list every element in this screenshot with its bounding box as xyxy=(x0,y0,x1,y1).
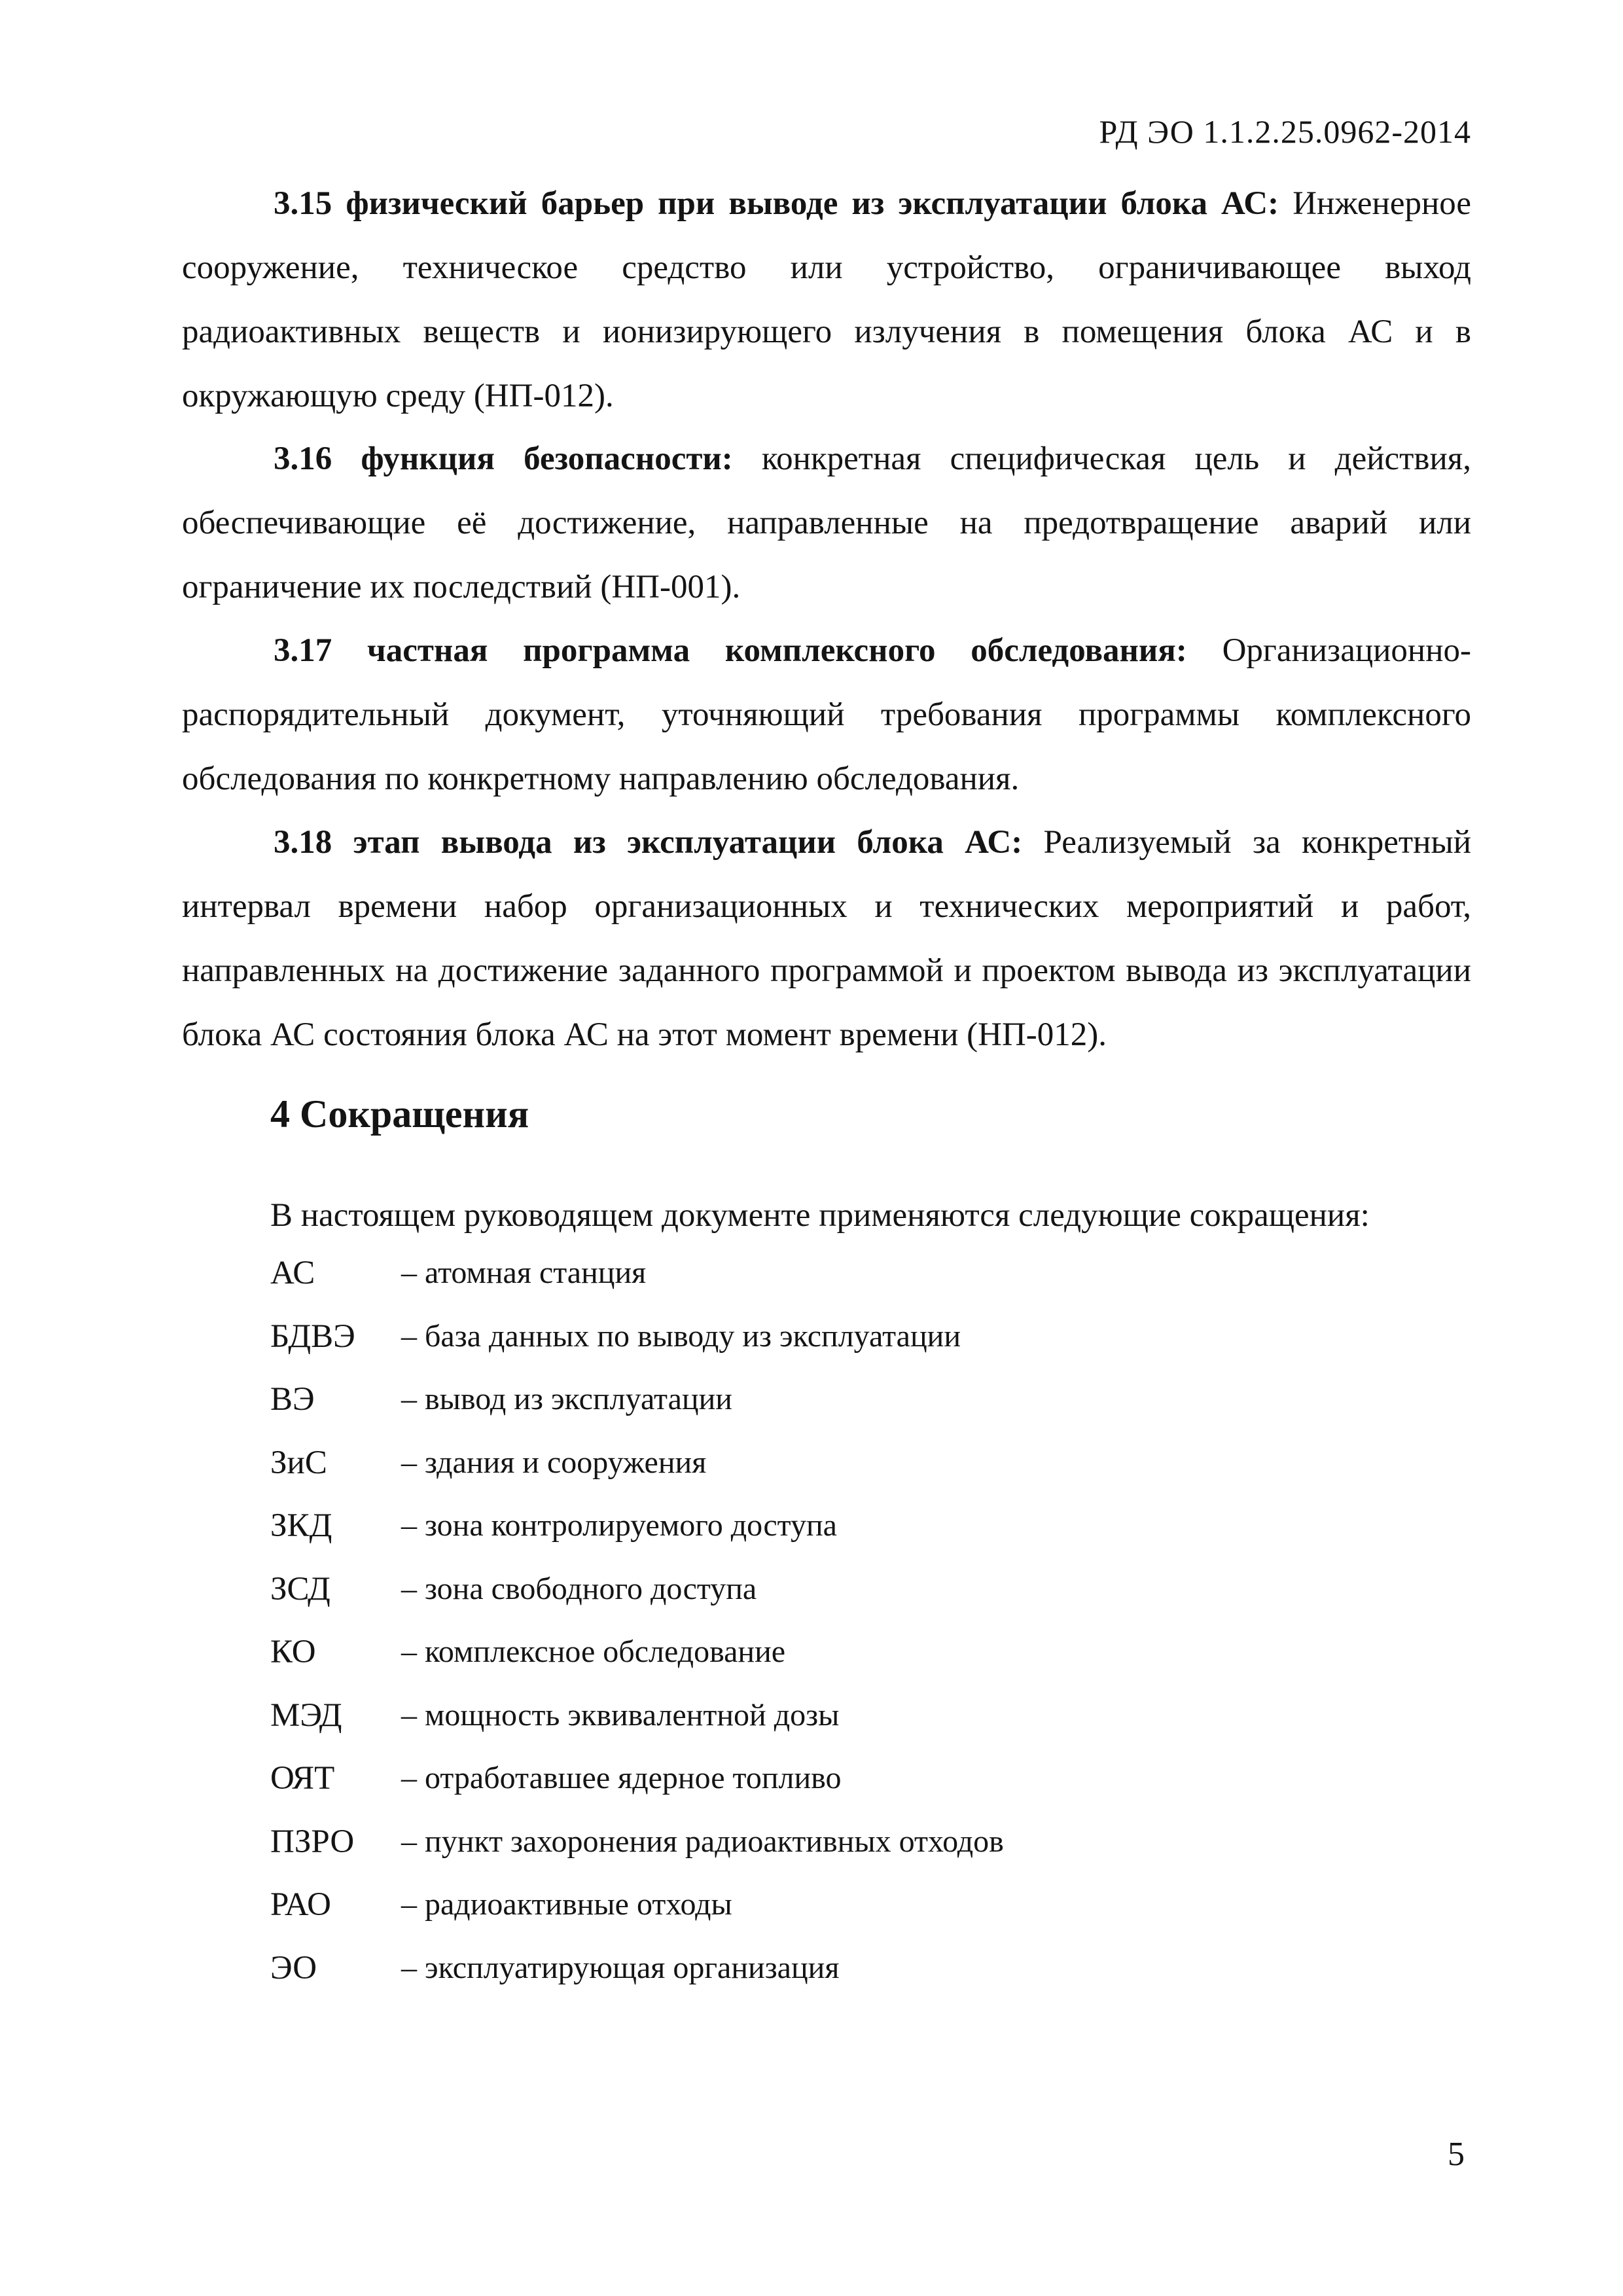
abbreviation-definition: – пункт захоронения радиоактивных отходов xyxy=(401,1823,1004,1859)
definition-3-16 xyxy=(182,427,1471,619)
abbreviation-item xyxy=(270,1759,1004,1822)
abbreviation-item xyxy=(270,1317,1004,1380)
definition-3-18 xyxy=(182,810,1471,1067)
abbreviation-definition: – атомная станция xyxy=(401,1255,647,1290)
abbreviation-item xyxy=(270,1822,1004,1886)
abbreviation-item xyxy=(270,1253,1004,1317)
definition-text: Инженерное сооружение, техническое средство или устройство, ограничивающее выход радиоактивных веществ и ионизирующего излучения в помещения блока АС и в окружающую среду (НП-012). xyxy=(182,185,1472,414)
definition-term: физический барьер при выводе из эксплуатации блока АС: xyxy=(346,185,1279,222)
section-title: 4 Сокращения xyxy=(270,1092,529,1136)
abbreviation-list xyxy=(270,1253,1004,2011)
abbreviation: ЗСД xyxy=(270,1570,330,1607)
abbreviation-item xyxy=(270,1506,1004,1570)
definition-number: 3.17 xyxy=(274,632,332,669)
document-code: РД ЭО 1.1.2.25.0962-2014 xyxy=(1099,113,1471,150)
definition-number: 3.16 xyxy=(274,440,332,477)
abbreviation-item xyxy=(270,1570,1004,1633)
abbreviation-item xyxy=(270,1948,1004,2012)
definition-text: конкретная специфическая цель и действия, обеспечивающие её достижение, направленные на предотвращение аварий или ограничение их последствий (НП-001). xyxy=(182,440,1472,605)
abbreviation: КО xyxy=(270,1634,316,1670)
abbreviation: АС xyxy=(270,1255,315,1291)
abbreviation-item xyxy=(270,1443,1004,1507)
abbreviation: ЭО xyxy=(270,1949,317,1986)
abbreviation-definition: – эксплуатирующая организация xyxy=(401,1950,840,1985)
abbreviation: ЗКД xyxy=(270,1507,332,1544)
abbreviation-definition: – зона контролируемого доступа xyxy=(401,1508,837,1543)
abbreviation: ВЭ xyxy=(270,1381,315,1418)
abbreviation: ОЯТ xyxy=(270,1760,335,1797)
definition-number: 3.18 xyxy=(274,824,332,861)
abbreviation-item xyxy=(270,1380,1004,1443)
abbreviation: ЗиС xyxy=(270,1444,327,1481)
abbreviation-definition: – радиоактивные отходы xyxy=(401,1887,732,1922)
abbreviation-definition: – база данных по выводу из эксплуатации xyxy=(401,1318,961,1354)
abbreviation: ПЗРО xyxy=(270,1823,355,1860)
abbreviation-definition: – отработавшее ядерное топливо xyxy=(401,1761,842,1795)
abbreviation-item xyxy=(270,1885,1004,1948)
abbreviation-item xyxy=(270,1696,1004,1759)
abbreviations-intro: В настоящем руководящем документе применяются следующие сокращения: xyxy=(270,1197,1370,1234)
definition-text: Реализуемый за конкретный интервал времени набор организационных и технических мероприятий и работ, направленных на достижение заданного программой и проектом вывода из эксплуатации блока АС состояния блока АС на этот момент времени (НП-012). xyxy=(182,824,1472,1053)
abbreviation: РАО xyxy=(270,1886,331,1923)
abbreviation: МЭД xyxy=(270,1696,342,1734)
definition-term: функция безопасности: xyxy=(361,440,733,477)
abbreviation-definition: – комплексное обследование xyxy=(401,1634,786,1669)
definition-3-15 xyxy=(182,171,1471,428)
definition-text: Организационно-распорядительный документ, уточняющий требования программы комплексного обследования по конкретному направлению обследования. xyxy=(182,632,1471,797)
page-number: 5 xyxy=(1448,2136,1465,2173)
abbreviation: БДВЭ xyxy=(270,1318,355,1355)
abbreviation-definition: – здания и сооружения xyxy=(401,1444,707,1480)
definition-3-17 xyxy=(182,619,1471,811)
abbreviation-definition: – мощность эквивалентной дозы xyxy=(401,1697,840,1732)
abbreviation-definition: – зона свободного доступа xyxy=(401,1571,757,1606)
abbreviation-item xyxy=(270,1632,1004,1696)
definition-term: частная программа комплексного обследования: xyxy=(367,632,1187,669)
definition-term: этап вывода из эксплуатации блока АС: xyxy=(353,824,1023,861)
definition-number: 3.15 xyxy=(274,185,332,222)
abbreviation-definition: – вывод из эксплуатации xyxy=(401,1382,732,1416)
